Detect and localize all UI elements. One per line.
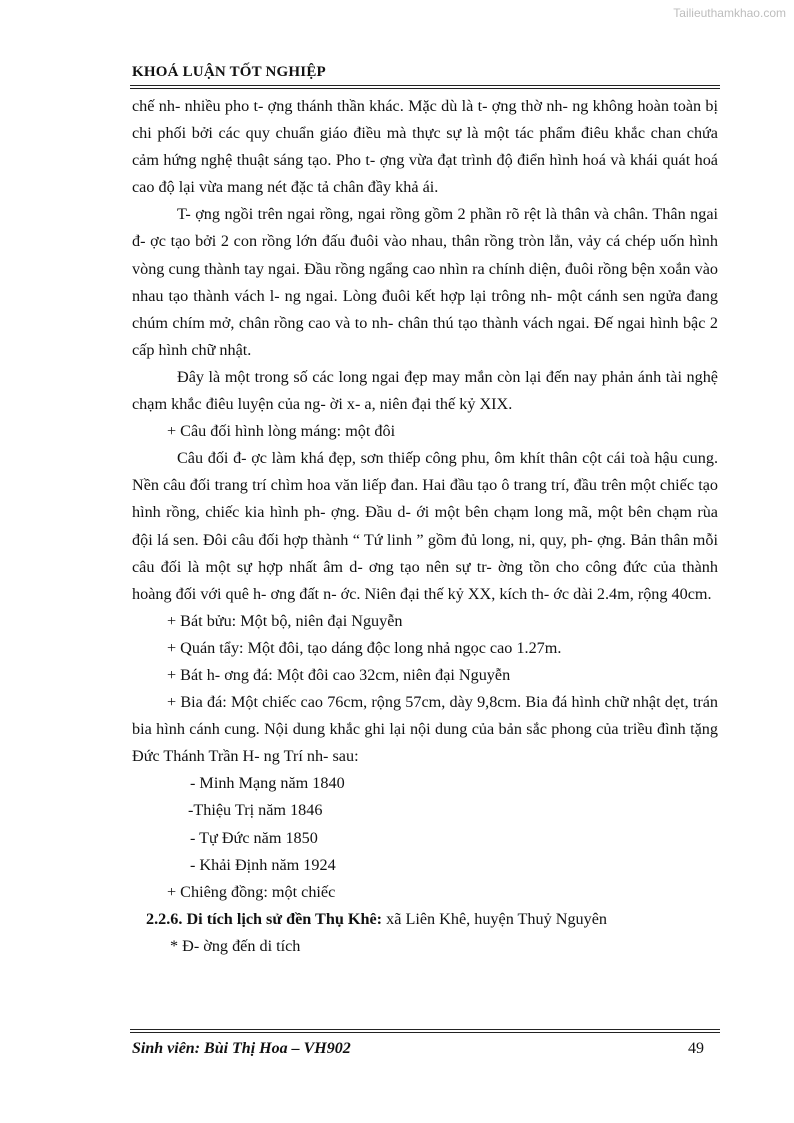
paragraph-cau-doi: Câu đối đ- ợc làm khá đẹp, sơn thiếp công phu, ôm khít thân cột cái toà hậu cung. Nền câu đối trang trí chìm hoa văn liếp đan. Hai đầu tạo ô trang trí, đầu trên một chiếc tạo hình rồng, chiếc kia hình ph- ợng. Đầu d- ới một bên chạm long mã, một bên chạm rùa đội lá sen. Đôi câu đối hợp thành “ Tứ linh ” gồm đủ long, ni, quy, ph- ợng. Bản thân mỗi câu đối là một sự hợp nhất âm d- ơng tạo nên sự tr- ờng tồn cho công đức của thành hoàng đối với quê h- ơng đất n- ớc. Niên đại thế kỷ XX, kích th- ớc dài 2.4m, rộng 40cm.	[132, 449, 718, 603]
sac-phong-item: - Tự Đức năm 1850	[190, 828, 318, 847]
list-item-quan-tay: + Quán tẩy: Một đôi, tạo dáng độc long nhả ngọc cao 1.27m.	[167, 638, 562, 657]
footer-student: Sinh viên: Bùi Thị Hoa – VH902	[132, 1040, 351, 1057]
section-heading-line	[132, 906, 718, 933]
section-heading: 2.2.6. Di tích lịch sử đền Thụ Khê:	[146, 909, 383, 928]
sac-phong-item: -Thiệu Trị năm 1846	[188, 801, 323, 820]
section-location: xã Liên Khê, huyện Thuỷ Nguyên	[382, 909, 608, 928]
paragraph-throne: T- ợng ngồi trên ngai rồng, ngai rồng gồm 2 phần rõ rệt là thân và chân. Thân ngai đ- ợc tạo bởi 2 con rồng lớn đấu đuôi vào nhau, thân rồng tròn lẳn, vảy cá chép uốn hình vòng cung thành tay ngai. Đầu rồng ngẩng cao nhìn ra chính diện, đuôi rồng bện xoắn vào nhau tạo thành vách l- ng ngai. Lòng đuôi kết hợp lại trông nh- một cánh sen ngửa đang chúm chím mở, chân rồng cao và to nh- chân thú tạo thành vách ngai. Đế ngai hình bậc 2 cấp hình chữ nhật.	[132, 205, 718, 359]
paragraph-continuation: chế nh- nhiều pho t- ợng thánh thần khác. Mặc dù là t- ợng thờ nh- ng không hoàn toàn bị chi phối bởi các quy chuẩn giáo điều mà thực sự là một tác phẩm điêu khắc chan chứa cảm hứng nghệ thuật sáng tạo. Pho t- ợng vừa đạt trình độ điển hình hoá và khái quát hoá cao độ lại vừa mang nét đặc tả chân đầy khả ái.	[132, 97, 718, 197]
page-number: 49	[688, 1040, 704, 1057]
sac-phong-item: - Khải Định năm 1924	[190, 855, 336, 874]
document-body	[132, 93, 718, 960]
list-item-bat-huong: + Bát h- ơng đá: Một đôi cao 32cm, niên đại Nguyễn	[167, 665, 511, 684]
sac-phong-item: - Minh Mạng năm 1840	[190, 774, 345, 793]
watermark: Tailieuthamkhao.com	[673, 6, 786, 20]
list-item-bat-buu: + Bát bửu: Một bộ, niên đại Nguyễn	[167, 611, 403, 630]
header-rule	[130, 85, 720, 89]
list-item-bia-da: + Bia đá: Một chiếc cao 76cm, rộng 57cm, dày 9,8cm. Bia đá hình chữ nhật dẹt, trán bia hình cánh cung. Nội dung khắc ghi lại nội dung của bản sắc phong của triều đình tặng Đức Thánh Trần H- ng Trí nh- sau:	[132, 693, 718, 766]
page-header-title: KHOÁ LUẬN TỐT NGHIỆP	[132, 64, 326, 80]
footer-rule	[130, 1029, 720, 1033]
list-item-chieng-dong: + Chiêng đồng: một chiếc	[167, 882, 336, 901]
paragraph-long-ngai: Đây là một trong số các long ngai đẹp may mắn còn lại đến nay phản ánh tài nghệ chạm khắc điêu luyện của ng- ời x- a, niên đại thế kỷ XIX.	[132, 367, 718, 414]
subheading-route: * Đ- ờng đến di tích	[170, 936, 301, 955]
list-item-cau-doi: + Câu đối hình lòng máng: một đôi	[167, 422, 396, 441]
